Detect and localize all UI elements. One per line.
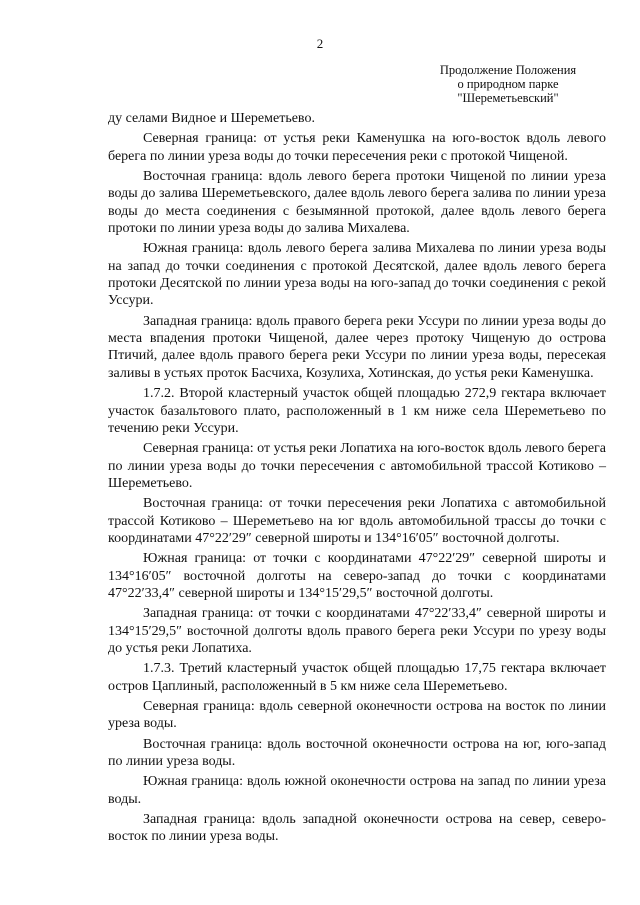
paragraph-north-boundary-3: Северная граница: вдоль северной оконечности острова на восток по линии уреза воды. bbox=[108, 699, 606, 732]
header-note-line-2: о природном парке bbox=[457, 77, 559, 91]
paragraph-continuation: ду селами Видное и Шереметьево. bbox=[108, 111, 315, 126]
paragraph-south-boundary-3: Южная граница: вдоль южной оконечности острова на запад по линии уреза воды. bbox=[108, 774, 606, 807]
paragraph-east-boundary-2: Восточная граница: от точки пересечения реки Лопатиха с автомобильной трассой Котиково – Шереметьево на юг вдоль автомобильной трассы до точки с координатами 47°22′29″ северной широты и 134°16′05″ восточной долготы. bbox=[108, 496, 606, 546]
paragraph-section-1-7-2: 1.7.2. Второй кластерный участок общей площадью 272,9 гектара включает участок базальтового плато, расположенный в 1 км ниже села Шереметьево по течению реки Уссури. bbox=[108, 386, 606, 436]
header-note bbox=[428, 63, 588, 105]
paragraph-south-boundary-1: Южная граница: вдоль левого берега залива Михалева по линии уреза воды на запад до точки соединения с протокой Десятской, далее вдоль левого берега протоки Десятской по линии уреза воды на юго-запад до точки соединения с рекой Уссури. bbox=[108, 241, 606, 309]
page-number: 2 bbox=[316, 36, 324, 51]
paragraph-north-boundary-1: Северная граница: от устья реки Каменушка на юго-восток вдоль левого берега по линии уреза воды до точки пересечения реки с протокой Чищеной. bbox=[108, 131, 606, 164]
header-note-line-3: "Шереметьевский" bbox=[457, 91, 559, 105]
paragraph-west-boundary-2: Западная граница: от точки с координатами 47°22′33,4″ северной широты и 134°15′29,5″ восточной долготы вдоль правого берега реки Уссури по урезу воды до устья реки Лопатиха. bbox=[108, 606, 606, 656]
document-body bbox=[108, 110, 606, 849]
paragraph-east-boundary-1: Восточная граница: вдоль левого берега протоки Чищеной по линии уреза воды до залива Шереметьевского, далее вдоль левого берега залива по линии уреза воды до места соединения с безымянной протокой, далее вдоль левого берега протоки по линии уреза воды до залива Михалева. bbox=[108, 169, 606, 237]
paragraph-south-boundary-2: Южная граница: от точки с координатами 47°22′29″ северной широты и 134°16′05″ восточной долготы на северо-запад до точки с координатами 47°22′33,4″ северной широты и 134°15′29,5″ восточной долготы. bbox=[108, 551, 606, 601]
paragraph-west-boundary-1: Западная граница: вдоль правого берега реки Уссури по линии уреза воды до места впадения протоки Чищеной, далее через протоку Чищеную до острова Птичий, далее вдоль правого берега реки Уссури по линии уреза воды, пересекая заливы в устьях проток Басчиха, Козулиха, Хотинская, до устья реки Каменушка. bbox=[108, 313, 606, 381]
paragraph-north-boundary-2: Северная граница: от устья реки Лопатиха на юго-восток вдоль левого берега по линии уреза воды до точки пересечения с автомобильной трассой Котиково – Шереметьево. bbox=[108, 441, 606, 491]
paragraph-west-boundary-3: Западная граница: вдоль западной оконечности острова на север, северо-восток по линии уреза воды. bbox=[108, 812, 606, 845]
paragraph-east-boundary-3: Восточная граница: вдоль восточной оконечности острова на юг, юго-запад по линии уреза воды. bbox=[108, 736, 606, 770]
paragraph-section-1-7-3: 1.7.3. Третий кластерный участок общей площадью 17,75 гектара включает остров Цаплиный, расположенный в 5 км ниже села Шереметьево. bbox=[108, 661, 606, 694]
header-note-line-1: Продолжение Положения bbox=[439, 63, 577, 77]
